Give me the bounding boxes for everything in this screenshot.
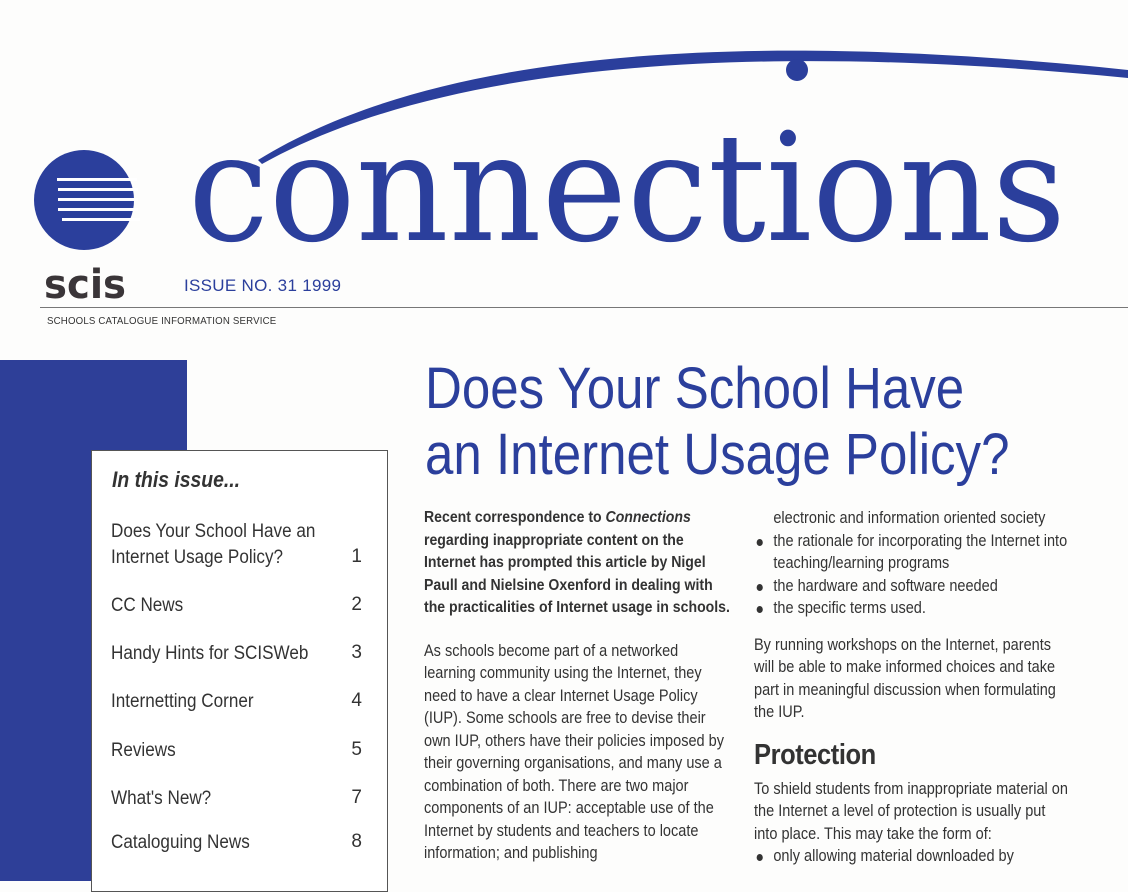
- toc-item[interactable]: Cataloguing News: [111, 832, 250, 853]
- list-continuation: electronic and information oriented society: [773, 509, 1046, 527]
- masthead: [0, 0, 1128, 300]
- article-lead: [424, 507, 732, 620]
- masthead-title: connections: [188, 102, 1066, 276]
- title-dot: [786, 59, 808, 81]
- toc-item[interactable]: Reviews: [111, 740, 176, 761]
- article-headline: Does Your School Have an Internet Usage Policy?: [425, 356, 1010, 487]
- toc-item[interactable]: CC News: [111, 595, 184, 616]
- table-of-contents: [91, 450, 388, 892]
- masthead-divider: [40, 307, 1128, 308]
- service-name: SCHOOLS CATALOGUE INFORMATION SERVICE: [47, 315, 277, 327]
- toc-item[interactable]: Handy Hints for SCISWeb: [111, 643, 309, 664]
- toc-heading: In this issue...: [112, 467, 241, 492]
- issue-number: ISSUE NO. 31 1999: [184, 276, 342, 295]
- list-item: the specific terms used.: [754, 597, 1071, 620]
- scis-logo-icon: [34, 150, 140, 250]
- toc-item[interactable]: Internetting Corner: [111, 691, 254, 712]
- paragraph: By running workshops on the Internet, parents will be able to make informed choices and take part in meaningful discussion when formulating the IUP.: [754, 635, 1056, 721]
- list-item: only allowing material downloaded by: [754, 845, 1071, 868]
- list-item: the hardware and software needed: [754, 575, 1071, 598]
- toc-page: 8: [351, 831, 362, 852]
- paragraph: To shield students from inappropriate material on the Internet a level of protection is usually put into place. This may take the form of:: [754, 779, 1068, 843]
- lead-publication: Connections: [605, 509, 691, 526]
- toc-page: 3: [351, 642, 362, 663]
- article-column-1: [424, 507, 732, 879]
- lead-text: regarding inappropriate content on the Internet has prompted this article by Nigel Paull and Nielsine Oxenford in dealing with the practicalities of Internet usage in schools.: [424, 531, 730, 616]
- paragraph: As schools become part of a networked learning community using the Internet, they need to have a clear Internet Usage Policy (IUP). Some schools are free to devise their own IUP, others have their policies imposed by their governing organisations, and many use a combination of both. There are two major components of an IUP: acceptable use of the Internet by students and teachers to locate information; and publishing: [424, 641, 724, 862]
- toc-page: 4: [351, 690, 362, 711]
- toc-page: 5: [351, 739, 362, 760]
- toc-item[interactable]: What's New?: [111, 788, 212, 809]
- article-column-2: [754, 507, 1071, 868]
- scis-logo-text: scis: [44, 262, 126, 300]
- toc-item[interactable]: Does Your School Have an Internet Usage Policy?: [111, 521, 316, 568]
- toc-page: 1: [351, 546, 362, 567]
- section-heading: Protection: [754, 738, 876, 771]
- lead-text: Recent correspondence to: [424, 509, 606, 526]
- list-item: the rationale for incorporating the Internet into teaching/learning programs: [754, 530, 1071, 575]
- toc-page: 7: [351, 787, 362, 808]
- toc-page: 2: [351, 594, 362, 615]
